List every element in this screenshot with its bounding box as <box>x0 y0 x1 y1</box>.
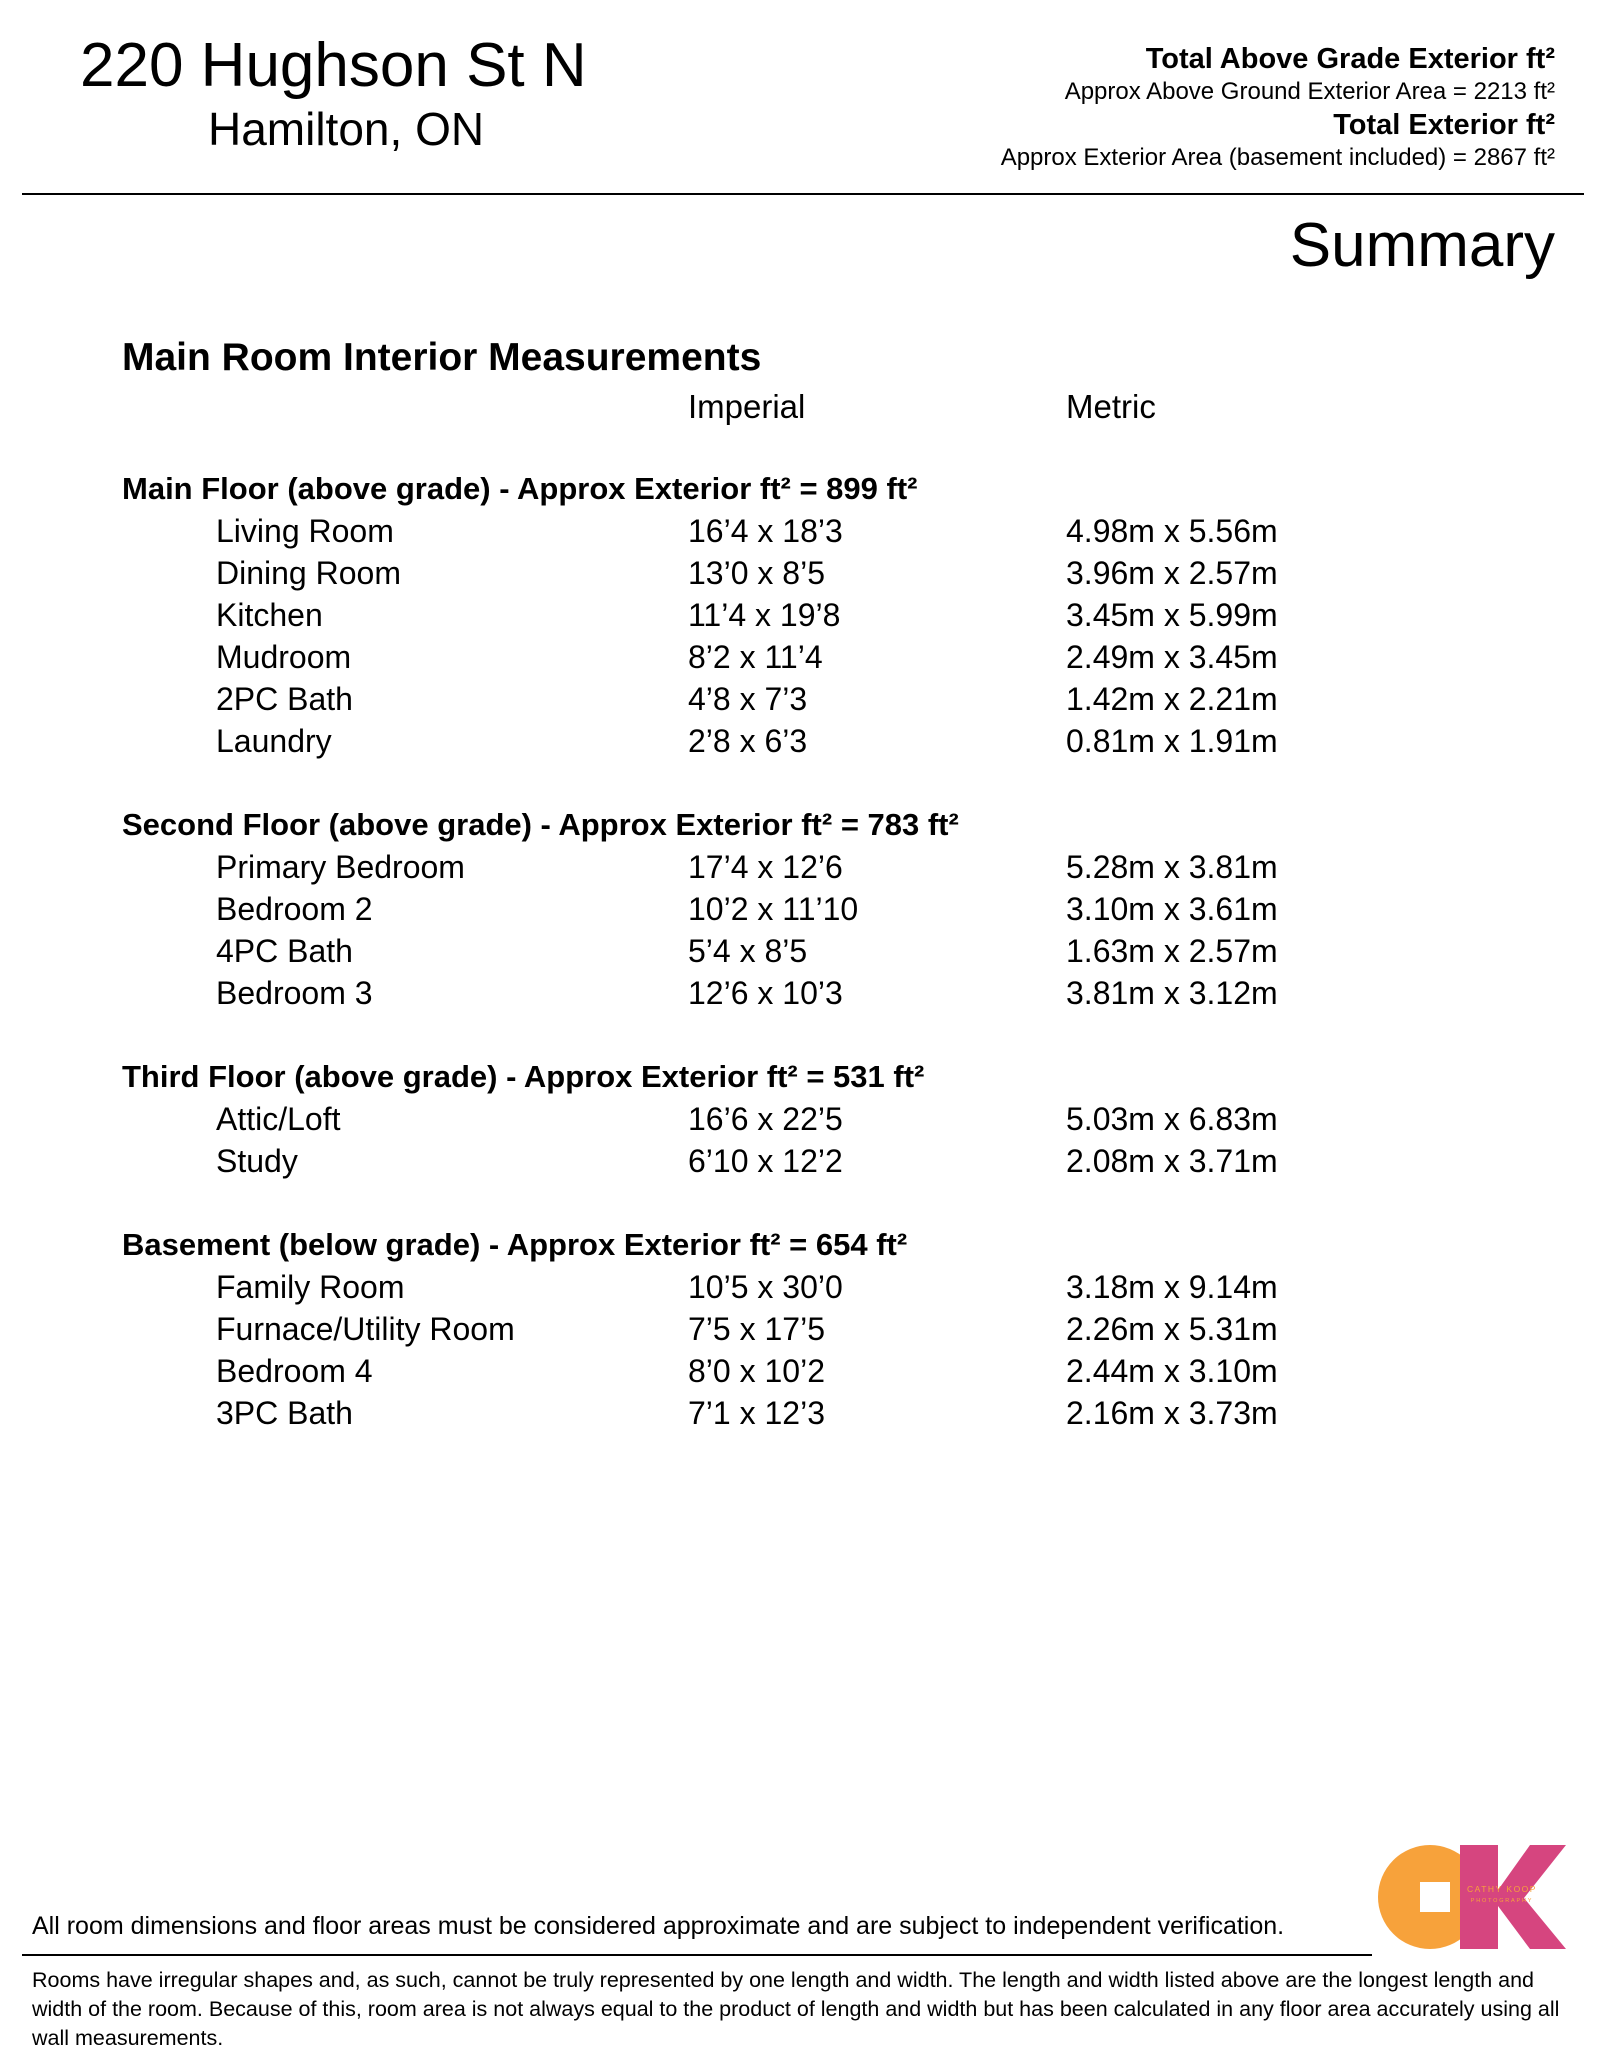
room-metric: 2.49m x 3.45m <box>1066 639 1278 675</box>
area-totals <box>655 42 1555 174</box>
room-row <box>122 678 1422 720</box>
room-name: Mudroom <box>216 639 352 675</box>
floor-title: Main Floor (above grade) - Approx Exterior ft² = 899 ft² <box>122 471 918 506</box>
total-above-grade-value: Approx Above Ground Exterior Area = 2213 ft² <box>1064 78 1555 105</box>
irregular-shapes-note: Rooms have irregular shapes and, as such, cannot be truly represented by one length and width. The length and width listed above are the longest length and width of the room. Because of this, room area is not always equal to the product of length and width but has been calculated in any floor area accurately using all wall measurements. <box>32 1968 1560 2050</box>
room-name: Bedroom 4 <box>216 1353 373 1389</box>
room-row <box>122 888 1422 930</box>
room-row <box>122 1392 1422 1434</box>
room-row <box>122 1140 1422 1182</box>
room-imperial: 11’4 x 19’8 <box>688 597 841 633</box>
room-row <box>122 972 1422 1014</box>
room-name: 3PC Bath <box>216 1395 353 1431</box>
room-row <box>122 930 1422 972</box>
column-header-imperial: Imperial <box>688 388 806 425</box>
room-name: Family Room <box>216 1269 405 1305</box>
room-imperial: 16’4 x 18’3 <box>688 513 843 549</box>
room-row <box>122 636 1422 678</box>
page-title: Summary <box>1289 211 1555 280</box>
room-metric: 4.98m x 5.56m <box>1066 513 1278 549</box>
room-row <box>122 1308 1422 1350</box>
room-imperial: 10’5 x 30’0 <box>688 1269 843 1305</box>
measurements-heading: Main Room Interior Measurements <box>122 336 762 379</box>
room-metric: 0.81m x 1.91m <box>1066 723 1278 759</box>
room-row <box>122 594 1422 636</box>
room-name: Bedroom 2 <box>216 891 373 927</box>
room-metric: 3.10m x 3.61m <box>1066 891 1278 927</box>
room-name: Primary Bedroom <box>216 849 465 885</box>
ok-logo-icon <box>1372 1842 1570 1952</box>
floor-section <box>122 1224 1422 1434</box>
room-name: Study <box>216 1143 298 1179</box>
room-imperial: 5’4 x 8’5 <box>688 933 808 969</box>
floor-title: Basement (below grade) - Approx Exterior ft² = 654 ft² <box>122 1227 908 1262</box>
room-imperial: 13’0 x 8’5 <box>688 555 825 591</box>
header-divider <box>22 193 1584 195</box>
room-metric: 2.16m x 3.73m <box>1066 1395 1278 1431</box>
room-metric: 1.42m x 2.21m <box>1066 681 1278 717</box>
room-imperial: 7’1 x 12’3 <box>688 1395 825 1431</box>
room-metric: 3.81m x 3.12m <box>1066 975 1278 1011</box>
floor-title: Second Floor (above grade) - Approx Exterior ft² = 783 ft² <box>122 807 959 842</box>
floor-list <box>122 468 1422 1476</box>
total-exterior-value: Approx Exterior Area (basement included) = 2867 ft² <box>1000 144 1555 171</box>
room-name: Living Room <box>216 513 394 549</box>
room-imperial: 12’6 x 10’3 <box>688 975 843 1011</box>
room-metric: 2.26m x 5.31m <box>1066 1311 1278 1347</box>
room-imperial: 17’4 x 12’6 <box>688 849 843 885</box>
floor-section <box>122 468 1422 762</box>
room-row <box>122 1350 1422 1392</box>
room-name: Furnace/Utility Room <box>216 1311 515 1347</box>
room-name: Kitchen <box>216 597 323 633</box>
column-header-metric: Metric <box>1066 388 1156 425</box>
disclaimer-text: All room dimensions and floor areas must be considered approximate and are subject to independent verification. <box>32 1912 1285 1940</box>
footer-divider <box>22 1954 1372 1956</box>
room-name: 4PC Bath <box>216 933 353 969</box>
room-metric: 5.03m x 6.83m <box>1066 1101 1278 1137</box>
total-exterior-label: Total Exterior ft² <box>1333 109 1555 141</box>
room-metric: 1.63m x 2.57m <box>1066 933 1278 969</box>
room-metric: 3.18m x 9.14m <box>1066 1269 1278 1305</box>
logo-line1: CATHY KOOP <box>1467 1884 1537 1894</box>
room-imperial: 6’10 x 12’2 <box>688 1143 843 1179</box>
room-row <box>122 720 1422 762</box>
room-name: Dining Room <box>216 555 401 591</box>
address-block <box>80 30 680 156</box>
room-imperial: 10’2 x 11’10 <box>688 891 859 927</box>
room-imperial: 8’0 x 10’2 <box>688 1353 825 1389</box>
address-street: 220 Hughson St N <box>80 31 587 100</box>
room-name: Bedroom 3 <box>216 975 373 1011</box>
cathy-koop-logo <box>1372 1842 1570 1952</box>
room-imperial: 7’5 x 17’5 <box>688 1311 825 1347</box>
room-imperial: 8’2 x 11’4 <box>688 639 823 675</box>
floor-section <box>122 1056 1422 1182</box>
room-row <box>122 1098 1422 1140</box>
floor-section <box>122 804 1422 1014</box>
room-name: 2PC Bath <box>216 681 353 717</box>
logo-line2: PHOTOGRAPHY <box>1470 1898 1534 1904</box>
room-row <box>122 1266 1422 1308</box>
room-metric: 5.28m x 3.81m <box>1066 849 1278 885</box>
room-metric: 2.08m x 3.71m <box>1066 1143 1278 1179</box>
room-row <box>122 846 1422 888</box>
room-imperial: 16’6 x 22’5 <box>688 1101 843 1137</box>
total-above-grade-label: Total Above Grade Exterior ft² <box>1145 43 1555 75</box>
room-metric: 2.44m x 3.10m <box>1066 1353 1278 1389</box>
address-city: Hamilton, ON <box>208 103 485 155</box>
floor-title: Third Floor (above grade) - Approx Exterior ft² = 531 ft² <box>122 1059 925 1094</box>
room-name: Laundry <box>216 723 332 759</box>
room-row <box>122 510 1422 552</box>
room-row <box>122 552 1422 594</box>
room-metric: 3.96m x 2.57m <box>1066 555 1278 591</box>
room-name: Attic/Loft <box>216 1101 341 1137</box>
room-metric: 3.45m x 5.99m <box>1066 597 1278 633</box>
room-imperial: 2’8 x 6’3 <box>688 723 808 759</box>
room-imperial: 4’8 x 7’3 <box>688 681 808 717</box>
